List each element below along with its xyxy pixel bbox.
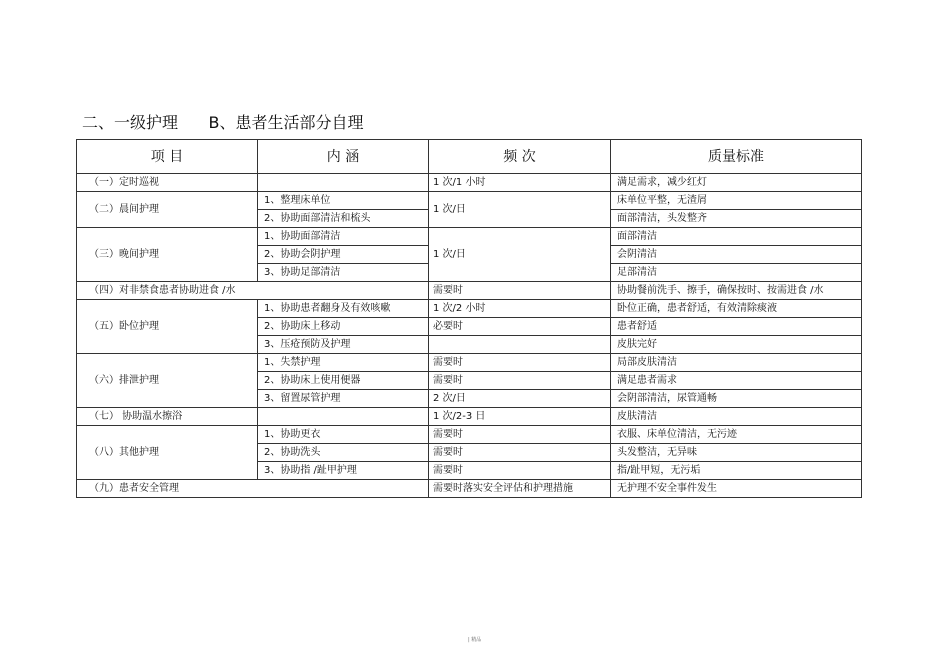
row-content: 3、留置尿管护理 bbox=[258, 390, 429, 408]
row-frequency: 需要时 bbox=[429, 444, 611, 462]
row-standard: 皮肤完好 bbox=[611, 336, 862, 354]
row-item: （三）晚间护理 bbox=[77, 228, 258, 282]
row-content: 2、协助床上使用便器 bbox=[258, 372, 429, 390]
row-standard: 无护理不安全事件发生 bbox=[611, 480, 862, 498]
row-item: （四）对非禁食患者协助进食 /水 bbox=[77, 282, 429, 300]
row-frequency: 需要时 bbox=[429, 372, 611, 390]
row-frequency: 1 次/2 小时 bbox=[429, 300, 611, 318]
row-content: 2、协助会阴护理 bbox=[258, 246, 429, 264]
table-header-row bbox=[77, 140, 862, 174]
row-frequency: 1 次/1 小时 bbox=[429, 174, 611, 192]
row-standard: 指/趾甲短，无污垢 bbox=[611, 462, 862, 480]
header-frequency: 频 次 bbox=[429, 140, 611, 174]
row-frequency: 需要时 bbox=[429, 282, 611, 300]
row-standard: 面部清洁，头发整齐 bbox=[611, 210, 862, 228]
table-row bbox=[77, 426, 862, 444]
row-frequency: 必要时 bbox=[429, 318, 611, 336]
header-item: 项 目 bbox=[77, 140, 258, 174]
row-frequency: 1 次/2-3 日 bbox=[429, 408, 611, 426]
table-row bbox=[77, 408, 862, 426]
row-content bbox=[258, 174, 429, 192]
row-content: 2、协助面部清洁和梳头 bbox=[258, 210, 429, 228]
row-item: （一）定时巡视 bbox=[77, 174, 258, 192]
row-item: （九）患者安全管理 bbox=[77, 480, 429, 498]
page-footer: | 精品 bbox=[468, 637, 482, 643]
row-standard: 满足需求，减少红灯 bbox=[611, 174, 862, 192]
row-item: （七） 协助温水擦浴 bbox=[77, 408, 258, 426]
row-content: 1、协助更衣 bbox=[258, 426, 429, 444]
row-standard: 满足患者需求 bbox=[611, 372, 862, 390]
row-content: 3、协助足部清洁 bbox=[258, 264, 429, 282]
row-standard: 衣服、床单位清洁，无污迹 bbox=[611, 426, 862, 444]
row-frequency: 1 次/日 bbox=[429, 192, 611, 228]
header-content: 内 涵 bbox=[258, 140, 429, 174]
row-content: 1、失禁护理 bbox=[258, 354, 429, 372]
row-frequency: 需要时 bbox=[429, 354, 611, 372]
row-frequency: 需要时 bbox=[429, 462, 611, 480]
row-standard: 会阴清洁 bbox=[611, 246, 862, 264]
table-row bbox=[77, 174, 862, 192]
row-content bbox=[258, 408, 429, 426]
row-standard: 协助餐前洗手、擦手，确保按时、按需进食 /水 bbox=[611, 282, 862, 300]
row-item: （六）排泄护理 bbox=[77, 354, 258, 408]
row-standard: 面部清洁 bbox=[611, 228, 862, 246]
row-item: （五）卧位护理 bbox=[77, 300, 258, 354]
row-item: （二）晨间护理 bbox=[77, 192, 258, 228]
row-standard: 头发整洁，无异味 bbox=[611, 444, 862, 462]
page-title: 二、一级护理 B、患者生活部分自理 bbox=[82, 113, 364, 132]
row-content: 1、协助面部清洁 bbox=[258, 228, 429, 246]
row-frequency: 2 次/日 bbox=[429, 390, 611, 408]
table-row bbox=[77, 300, 862, 318]
row-content: 2、协助床上移动 bbox=[258, 318, 429, 336]
row-content: 2、协助洗头 bbox=[258, 444, 429, 462]
row-content: 3、压疮预防及护理 bbox=[258, 336, 429, 354]
header-quality-standard: 质量标准 bbox=[611, 140, 862, 174]
row-standard: 患者舒适 bbox=[611, 318, 862, 336]
table-row bbox=[77, 228, 862, 246]
row-frequency: 需要时 bbox=[429, 426, 611, 444]
row-content: 1、整理床单位 bbox=[258, 192, 429, 210]
row-content: 3、协助指 /趾甲护理 bbox=[258, 462, 429, 480]
row-frequency: 需要时落实安全评估和护理措施 bbox=[429, 480, 611, 498]
table-row bbox=[77, 192, 862, 210]
row-standard: 床单位平整，无渣屑 bbox=[611, 192, 862, 210]
row-standard: 卧位正确，患者舒适，有效清除痰液 bbox=[611, 300, 862, 318]
row-item: （八）其他护理 bbox=[77, 426, 258, 480]
row-standard: 足部清洁 bbox=[611, 264, 862, 282]
row-frequency bbox=[429, 336, 611, 354]
row-standard: 会阴部清洁，尿管通畅 bbox=[611, 390, 862, 408]
nursing-standards-table bbox=[76, 139, 862, 498]
table-row bbox=[77, 282, 862, 300]
row-standard: 皮肤清洁 bbox=[611, 408, 862, 426]
row-frequency: 1 次/日 bbox=[429, 228, 611, 282]
row-content: 1、协助患者翻身及有效咳嗽 bbox=[258, 300, 429, 318]
row-standard: 局部皮肤清洁 bbox=[611, 354, 862, 372]
table-row bbox=[77, 354, 862, 372]
table-row bbox=[77, 480, 862, 498]
